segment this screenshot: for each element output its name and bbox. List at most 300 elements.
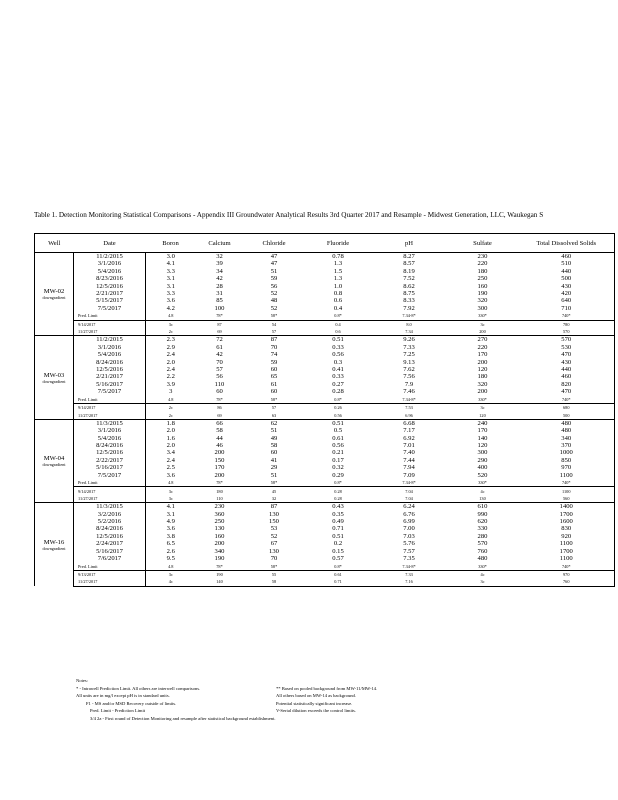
value-cell: 4c [146, 578, 196, 586]
value-cell: 3c [447, 320, 519, 328]
value-cell: 49 [270, 434, 278, 442]
value-cell: 740* [519, 396, 615, 404]
value-cell: 51 [270, 267, 278, 275]
value-cell: 1400 [519, 503, 615, 511]
value-cell: 4.1 [146, 503, 196, 511]
resample-row [35, 570, 615, 578]
value-cell: 7.00 [403, 525, 415, 533]
value-cell: 740* [519, 479, 615, 487]
value-cell: 240 [447, 419, 519, 427]
value-cell: 3c [146, 320, 196, 328]
value-cell: 560 [519, 495, 615, 503]
table-row [35, 511, 615, 518]
value-cell: 52 [270, 532, 278, 540]
value-cell: 330* [478, 563, 487, 569]
value-cell: 680 [519, 404, 615, 412]
table-row [35, 305, 615, 312]
table-row [35, 449, 615, 456]
note-line [76, 685, 556, 693]
value-cell: 320 [477, 297, 488, 305]
value-cell: 570 [519, 336, 615, 344]
date-cell: 11/3/2015 [74, 419, 146, 427]
value-cell: 1.8 [146, 419, 196, 427]
value-cell: 7.56 [403, 373, 415, 381]
col-header: Well [35, 234, 74, 253]
date-cell: 5/16/2017 [74, 548, 146, 555]
date-cell: 5/16/2017 [74, 464, 146, 471]
date-cell: 7/5/2017 [74, 472, 146, 479]
date-cell: Pred. Limit [74, 479, 146, 487]
value-cell: 170 [477, 427, 488, 435]
value-cell: 0.4 [333, 304, 343, 312]
date-cell: 3/1/2016 [74, 344, 146, 351]
date-cell: 2/21/2017 [74, 373, 146, 380]
well-name: MW-02 [43, 288, 65, 296]
value-cell: 0.17 [332, 456, 344, 464]
value-cell: 7.34-8* [402, 480, 416, 486]
value-cell: 7.40 [403, 449, 415, 457]
value-cell: 70 [270, 555, 278, 563]
value-cell: 0.8* [334, 563, 342, 569]
value-cell: 0.3 [333, 358, 343, 366]
value-cell: 150 [214, 456, 225, 464]
col-header: Total Dissolved Solids [519, 234, 615, 253]
value-cell: 200 [214, 540, 225, 548]
value-cell: 0.51 [332, 532, 344, 540]
value-cell: 3c [146, 495, 196, 503]
value-cell: 7.01 [403, 442, 415, 450]
value-cell: 2.5 [166, 464, 175, 472]
value-cell: 710 [519, 305, 615, 312]
date-cell: 9/14/2017 [74, 320, 146, 328]
value-cell: 0.8* [334, 480, 342, 486]
table-row [35, 464, 615, 471]
value-cell: 760 [477, 547, 488, 555]
value-cell: 70 [216, 358, 223, 366]
value-cell: 34 [216, 267, 223, 275]
value-cell: 2.4 [166, 456, 175, 464]
note-left: All units are in mg/l except pH is in standard units. [76, 693, 170, 699]
date-cell: Pred. Limit [74, 396, 146, 404]
value-cell: 510 [519, 260, 615, 267]
prediction-limit-row [35, 563, 615, 571]
resample-row [35, 578, 615, 586]
value-cell: 0.5 [333, 427, 343, 435]
value-cell: 58 [216, 427, 223, 435]
value-cell: 460 [519, 253, 615, 261]
value-cell: 1100 [519, 472, 615, 479]
value-cell: 29 [270, 464, 278, 472]
value-cell: 370 [519, 442, 615, 449]
date-cell: 5/2/2016 [74, 518, 146, 525]
value-cell: 0.15 [332, 547, 344, 555]
value-cell: 440 [519, 366, 615, 373]
value-cell: 7.44 [403, 456, 415, 464]
value-cell: 1100 [519, 487, 615, 495]
value-cell: 200 [214, 449, 225, 457]
note-line [76, 700, 556, 708]
value-cell: 110 [196, 495, 244, 503]
results-table [34, 233, 615, 587]
value-cell: 0.8 [333, 290, 343, 298]
value-cell: 970 [519, 570, 615, 578]
value-cell: 0.28 [305, 487, 372, 495]
value-cell: 3.1 [166, 510, 175, 518]
value-cell: 58* [270, 396, 278, 402]
date-cell: Pred. Limit [74, 312, 146, 320]
value-cell: 0.33 [332, 373, 344, 381]
value-cell: 7.04 [372, 495, 447, 503]
value-cell: 230 [447, 253, 519, 261]
value-cell: 2.3 [146, 336, 196, 344]
table-row [35, 540, 615, 547]
date-cell: 11/2/2015 [74, 253, 146, 261]
value-cell: 110 [214, 380, 225, 388]
value-cell: 170 [477, 351, 488, 359]
well-cell [35, 336, 74, 419]
value-cell: 610 [447, 503, 519, 511]
value-cell: 57 [244, 404, 305, 412]
value-cell: 4.9 [166, 518, 175, 526]
resample-row [35, 411, 615, 419]
note-right: All others based on MW-14 as background. [276, 693, 356, 699]
date-cell: 3/1/2016 [74, 260, 146, 267]
date-cell: 9/14/2017 [74, 404, 146, 412]
value-cell: 86 [196, 404, 244, 412]
value-cell: 200 [477, 358, 488, 366]
value-cell: 330* [478, 480, 487, 486]
value-cell: 3.6 [166, 525, 175, 533]
value-cell: 74 [270, 351, 278, 359]
prediction-limit-row [35, 312, 615, 320]
col-header: Date [74, 234, 146, 253]
value-cell: 430 [519, 283, 615, 290]
value-cell: 0.28 [332, 388, 344, 396]
col-header: Sulfate [447, 234, 519, 253]
value-cell: 44 [216, 434, 223, 442]
date-cell: 5/4/2016 [74, 435, 146, 442]
table-row [35, 366, 615, 373]
table-row [35, 297, 615, 304]
value-cell: 7.34 [372, 328, 447, 336]
value-cell: 0.56 [305, 411, 372, 419]
value-cell: 61 [270, 380, 278, 388]
date-cell: 8/24/2016 [74, 359, 146, 366]
value-cell: 87 [244, 336, 305, 344]
value-cell: 270 [447, 336, 519, 344]
value-cell: 220 [477, 260, 488, 268]
date-cell: 12/5/2016 [74, 366, 146, 373]
value-cell: 250 [477, 275, 488, 283]
well-gradient: downgradient [42, 462, 66, 468]
value-cell: 430 [519, 359, 615, 366]
value-cell: 1600 [519, 518, 615, 525]
value-cell: 180 [477, 373, 488, 381]
value-cell: 8.19 [403, 267, 415, 275]
value-cell: 0.49 [332, 518, 344, 526]
value-cell: 7.62 [403, 366, 415, 374]
value-cell: 0.57 [332, 555, 344, 563]
value-cell: 0.8* [334, 396, 342, 402]
table-row [35, 290, 615, 297]
value-cell: 160 [214, 532, 225, 540]
table-row [35, 503, 615, 511]
value-cell: 58* [270, 313, 278, 319]
value-cell: 87 [196, 320, 244, 328]
date-cell: 12/5/2016 [74, 533, 146, 540]
value-cell: 9.26 [372, 336, 447, 344]
value-cell: 28 [216, 282, 223, 290]
table-row [35, 359, 615, 366]
value-cell: 58* [270, 563, 278, 569]
value-cell: 47 [270, 260, 278, 268]
value-cell: 4c [447, 487, 519, 495]
value-cell: 60 [270, 366, 278, 374]
value-cell: 230 [196, 503, 244, 511]
value-cell: 3.3 [166, 290, 175, 298]
value-cell: 330 [477, 525, 488, 533]
value-cell: 780 [519, 320, 615, 328]
value-cell: 520 [477, 471, 488, 479]
value-cell: 46 [216, 442, 223, 450]
value-cell: 120 [477, 366, 488, 374]
resample-row [35, 404, 615, 412]
value-cell: 7.94 [403, 464, 415, 472]
note-line [76, 715, 556, 723]
date-cell: 3/2/2016 [74, 511, 146, 518]
value-cell: 7.34-8* [402, 396, 416, 402]
col-header: Boron [146, 234, 196, 253]
value-cell: 45 [244, 487, 305, 495]
table-row [35, 388, 615, 395]
value-cell: 69 [196, 328, 244, 336]
date-cell: 7/5/2017 [74, 388, 146, 395]
table-row [35, 525, 615, 532]
value-cell: 7.34-8* [402, 313, 416, 319]
value-cell: 280 [477, 532, 488, 540]
value-cell: 1.6 [166, 434, 175, 442]
value-cell: 55 [244, 570, 305, 578]
value-cell: 1700 [519, 511, 615, 518]
value-cell: 340 [214, 547, 225, 555]
value-cell: 32 [196, 253, 244, 261]
value-cell: 67 [270, 540, 278, 548]
value-cell: 0.29 [332, 471, 344, 479]
value-cell: 7.03 [403, 532, 415, 540]
note-left: 3/4 2a - First round of Detection Monitoring and resample after statistical background establishment. [90, 715, 276, 721]
value-cell: 0.78 [305, 253, 372, 261]
value-cell: 530 [519, 344, 615, 351]
value-cell: 5.76 [403, 540, 415, 548]
value-cell: 460 [519, 373, 615, 380]
table-row [35, 442, 615, 449]
date-cell: 2/24/2017 [74, 540, 146, 547]
table-row [35, 351, 615, 358]
value-cell: 330* [478, 396, 487, 402]
value-cell: 2.0 [166, 358, 175, 366]
well-name: MW-16 [43, 538, 65, 546]
value-cell: 130 [269, 547, 279, 555]
value-cell: 360 [214, 510, 225, 518]
value-cell: 6.5 [166, 540, 175, 548]
well-gradient: downgradient [42, 545, 66, 551]
value-cell: 740* [519, 563, 615, 571]
date-cell: 5/15/2017 [74, 297, 146, 304]
value-cell: 7.57 [403, 547, 415, 555]
table-row [35, 419, 615, 427]
value-cell: 8.75 [403, 290, 415, 298]
value-cell: 2.0 [166, 442, 175, 450]
date-cell: 11/27/2017 [74, 495, 146, 503]
table-row [35, 381, 615, 388]
date-cell: 7/5/2017 [74, 305, 146, 312]
value-cell: 340 [519, 435, 615, 442]
value-cell: 420 [519, 290, 615, 297]
value-cell: 2.9 [166, 343, 175, 351]
value-cell: 66 [196, 419, 244, 427]
date-cell: 9/14/2017 [74, 487, 146, 495]
value-cell: 47 [244, 253, 305, 261]
document-title: Table 1. Detection Monitoring Statistical Comparisons - Appendix III Groundwater Analytical Results 3rd Quarter 2017 and Resample - Midwest Generation, LLC, Waukegan S [34, 211, 544, 219]
prediction-limit-row [35, 479, 615, 487]
value-cell: 2.0 [166, 427, 175, 435]
value-cell: 820 [519, 381, 615, 388]
value-cell: 8.27 [372, 253, 447, 261]
value-cell: 3.6 [166, 297, 175, 305]
value-cell: 440 [519, 268, 615, 275]
value-cell: 740* [519, 312, 615, 320]
table-row [35, 275, 615, 282]
value-cell: 2.2 [166, 373, 175, 381]
value-cell: 4.1 [166, 260, 175, 268]
value-cell: 6.99 [403, 518, 415, 526]
value-cell: 570 [519, 328, 615, 336]
table-row [35, 472, 615, 479]
value-cell: 6.24 [372, 503, 447, 511]
value-cell: 2c [146, 404, 196, 412]
value-cell: 120 [477, 442, 488, 450]
value-cell: 180 [196, 487, 244, 495]
value-cell: 130 [447, 495, 519, 503]
value-cell: 0.8* [334, 313, 342, 319]
value-cell: 0.51 [305, 419, 372, 427]
value-cell: 7.16 [372, 578, 447, 586]
value-cell: 7.09 [403, 471, 415, 479]
value-cell: 1100 [519, 555, 615, 562]
prediction-limit-row [35, 396, 615, 404]
date-cell: 8/24/2016 [74, 525, 146, 532]
date-cell: Pred. Limit [74, 563, 146, 571]
resample-row [35, 320, 615, 328]
value-cell: 57 [244, 328, 305, 336]
value-cell: 300 [477, 449, 488, 457]
value-cell: 1.3 [333, 275, 343, 283]
note-line [76, 692, 556, 700]
value-cell: 160 [477, 282, 488, 290]
table-row [35, 260, 615, 267]
value-cell: 8.0 [372, 320, 447, 328]
value-cell: 190 [196, 570, 244, 578]
value-cell: 570 [477, 540, 488, 548]
value-cell: 61 [216, 343, 223, 351]
well-cell [35, 503, 74, 586]
value-cell: 0.56 [332, 442, 344, 450]
value-cell: 60 [270, 388, 278, 396]
date-cell: 11/3/2015 [74, 503, 146, 511]
value-cell: 140 [477, 434, 488, 442]
value-cell: 100 [214, 304, 225, 312]
value-cell: 8.33 [403, 297, 415, 305]
value-cell: 0.51 [305, 336, 372, 344]
value-cell: 4.8 [168, 563, 174, 569]
note-right: Potential statistically significant increase. [276, 700, 353, 706]
date-cell: 3/1/2016 [74, 427, 146, 434]
value-cell: 4.8 [168, 480, 174, 486]
value-cell: 56 [216, 373, 223, 381]
value-cell: 58 [244, 578, 305, 586]
well-name: MW-03 [43, 371, 65, 379]
value-cell: 54 [244, 320, 305, 328]
date-cell: 8/23/2016 [74, 275, 146, 282]
date-cell: 9/13/2017 [74, 570, 146, 578]
value-cell: 32 [244, 495, 305, 503]
value-cell: 120 [447, 411, 519, 419]
value-cell: 6.68 [372, 419, 447, 427]
value-cell: 7.34-8* [402, 563, 416, 569]
value-cell: 0.61 [332, 434, 344, 442]
value-cell: 3.8 [166, 532, 175, 540]
table-row [35, 457, 615, 464]
value-cell: 78* [216, 313, 223, 319]
value-cell: 3c [447, 578, 519, 586]
value-cell: 220 [477, 343, 488, 351]
col-header: Calcium [196, 234, 244, 253]
value-cell: 470 [519, 388, 615, 395]
note-right: ** Based on pooled background from MW-11/MW-14. [276, 685, 378, 691]
value-cell: 4.8 [168, 313, 174, 319]
note-left: Pred. Limit - Prediction Limit [90, 708, 145, 714]
value-cell: 500 [519, 275, 615, 282]
note-left: * - Intrawell Prediction Limit. All others are interwell comparisons. [76, 685, 201, 691]
value-cell: 7.35 [403, 555, 415, 563]
well-name: MW-04 [43, 455, 65, 463]
col-header: Fluoride [305, 234, 372, 253]
value-cell: 8.57 [403, 260, 415, 268]
table-row [35, 253, 615, 261]
value-cell: 130 [214, 525, 225, 533]
value-cell: 53 [270, 525, 278, 533]
value-cell: 140 [196, 578, 244, 586]
table-row [35, 336, 615, 344]
value-cell: 72 [196, 336, 244, 344]
value-cell: 0.71 [305, 578, 372, 586]
value-cell: 7.52 [403, 275, 415, 283]
well-cell [35, 253, 74, 336]
well-gradient: downgradient [42, 295, 66, 301]
value-cell: 3c [146, 570, 196, 578]
date-cell: 2/21/2017 [74, 290, 146, 297]
table-row [35, 268, 615, 275]
value-cell: 7.25 [403, 351, 415, 359]
table-body [35, 253, 615, 587]
value-cell: 0.41 [332, 366, 344, 374]
value-cell: 9.13 [403, 358, 415, 366]
value-cell: 0.61 [305, 570, 372, 578]
value-cell: 0.56 [332, 351, 344, 359]
value-cell: 7.33 [403, 343, 415, 351]
value-cell: 1700 [519, 548, 615, 555]
value-cell: 2c [146, 411, 196, 419]
